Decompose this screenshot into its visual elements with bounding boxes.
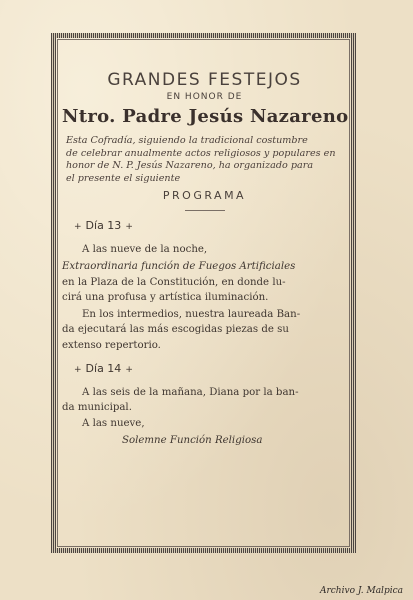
day-14-events: A las seis de la mañana, Diana por la ban- da municipal. A las nueve, (62, 386, 299, 429)
intro-line: honor de N. P. Jesús Nazareno, ha organizado para (66, 160, 314, 172)
plus-ornament: + (74, 222, 82, 233)
day-13-band: En los intermedios, nuestra laureada Ban- da ejecutará las más escogidas piezas de su extenso repertorio. (62, 308, 301, 351)
closing-event: Solemne Función Religiosa (122, 435, 263, 447)
intro-line: el presente el siguiente (66, 172, 181, 184)
honoree-name: Ntro. Padre Jesús Nazareno (62, 106, 349, 127)
plus-ornament: + (125, 364, 133, 375)
day-13-fireworks: Extraordinaria función de Fuegos Artificiales en la Plaza de la Constitución, en donde lu- cirá una profusa y artística iluminación. (62, 260, 296, 304)
day-13-time: A las nueve de la noche, (82, 244, 208, 256)
document-title: GRANDES FESTEJOS (107, 70, 302, 90)
document-subtitle: EN HONOR DE (166, 92, 243, 102)
programme-content (62, 70, 347, 446)
programa-heading: PROGRAMA (162, 189, 247, 203)
day-14-heading (70, 362, 347, 375)
plus-ornament: + (74, 364, 82, 375)
day-label: Día 13 (85, 219, 122, 233)
day-13-heading (70, 219, 347, 232)
divider (185, 210, 225, 211)
intro-line: Esta Cofradía, siguiendo la tradicional costumbre (66, 135, 308, 146)
archive-watermark: Archivo J. Malpica (319, 586, 403, 596)
plus-ornament: + (125, 222, 133, 233)
intro-paragraph (66, 135, 347, 185)
day-label: Día 14 (85, 361, 122, 375)
intro-line: de celebrar anualmente actos religiosos y populares en (66, 147, 336, 159)
